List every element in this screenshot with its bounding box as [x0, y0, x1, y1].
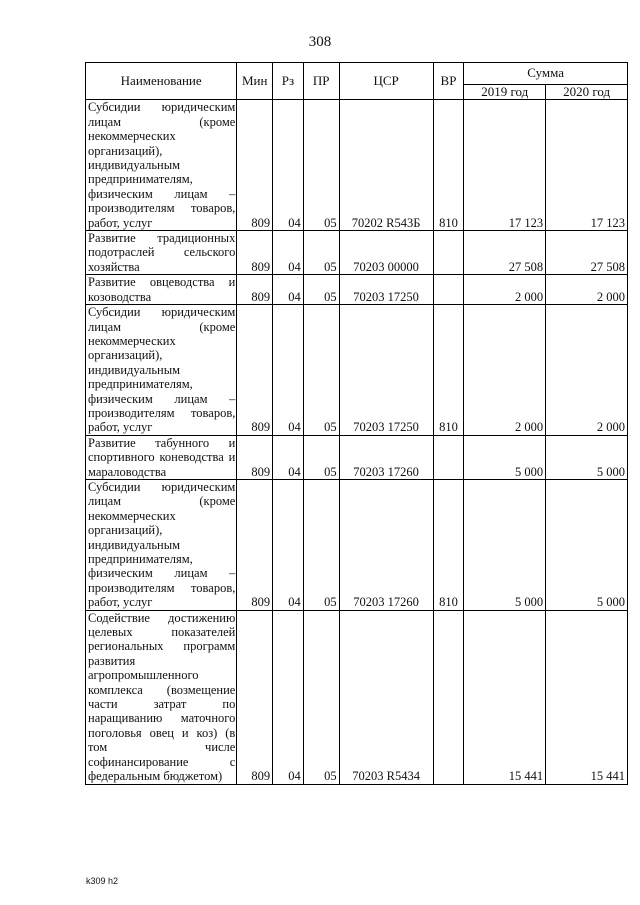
cell-pr: 05 — [303, 275, 339, 305]
table-row — [86, 231, 628, 275]
cell-rz: 04 — [273, 275, 304, 305]
cell-y2020: 15 441 — [546, 610, 628, 784]
cell-y2019: 5 000 — [464, 435, 546, 479]
cell-name: Развитие овцеводства и козоводства — [86, 275, 237, 305]
header-sum: Сумма — [464, 63, 628, 85]
budget-table — [85, 62, 628, 785]
cell-name: Содействие достижению целевых показателей региональных программ развития агропромышленного комплекса (возмещение части затрат по наращиванию маточного поголовья овец и коз) (в том числе софинансирование с федеральным бюджетом) — [86, 610, 237, 784]
cell-min: 809 — [237, 100, 273, 231]
header-pr: ПР — [303, 63, 339, 100]
cell-pr: 05 — [303, 231, 339, 275]
header-year-2020: 2020 год — [546, 85, 628, 100]
table-row — [86, 479, 628, 610]
cell-rz: 04 — [273, 610, 304, 784]
cell-min: 809 — [237, 275, 273, 305]
cell-y2020: 5 000 — [546, 435, 628, 479]
cell-vr — [433, 435, 464, 479]
cell-y2019: 17 123 — [464, 100, 546, 231]
cell-name: Субсидии юридическим лицам (кроме некоммерческих организаций), индивидуальным предпринимателям, физическим лицам – производителям товаров, работ, услуг — [86, 305, 237, 436]
cell-csr: 70203 17250 — [339, 305, 433, 436]
table-row — [86, 100, 628, 231]
cell-name: Субсидии юридическим лицам (кроме некоммерческих организаций), индивидуальным предпринимателям, физическим лицам – производителям товаров, работ, услуг — [86, 100, 237, 231]
cell-csr: 70202 R543Б — [339, 100, 433, 231]
header-rz: Рз — [273, 63, 304, 100]
table-row — [86, 275, 628, 305]
cell-y2019: 15 441 — [464, 610, 546, 784]
cell-y2020: 5 000 — [546, 479, 628, 610]
header-min: Мин — [237, 63, 273, 100]
cell-min: 809 — [237, 231, 273, 275]
cell-rz: 04 — [273, 231, 304, 275]
table-row — [86, 610, 628, 784]
cell-vr: 810 — [433, 479, 464, 610]
cell-y2020: 2 000 — [546, 305, 628, 436]
cell-pr: 05 — [303, 435, 339, 479]
cell-csr: 70203 17250 — [339, 275, 433, 305]
cell-y2020: 2 000 — [546, 275, 628, 305]
cell-name: Субсидии юридическим лицам (кроме некоммерческих организаций), индивидуальным предпринимателям, физическим лицам – производителям товаров, работ, услуг — [86, 479, 237, 610]
table-row — [86, 435, 628, 479]
cell-name: Развитие табунного и спортивного коневодства и мараловодства — [86, 435, 237, 479]
cell-pr: 05 — [303, 100, 339, 231]
cell-csr: 70203 17260 — [339, 435, 433, 479]
cell-vr — [433, 275, 464, 305]
cell-y2019: 27 508 — [464, 231, 546, 275]
cell-rz: 04 — [273, 435, 304, 479]
header-csr: ЦСР — [339, 63, 433, 100]
footer-code: k309 h2 — [86, 876, 119, 886]
cell-name: Развитие традиционных подотраслей сельского хозяйства — [86, 231, 237, 275]
cell-csr: 70203 17260 — [339, 479, 433, 610]
page-number: 308 — [308, 34, 332, 50]
cell-y2019: 2 000 — [464, 275, 546, 305]
header-year-2019: 2019 год — [464, 85, 546, 100]
cell-y2019: 5 000 — [464, 479, 546, 610]
cell-rz: 04 — [273, 479, 304, 610]
cell-min: 809 — [237, 305, 273, 436]
cell-min: 809 — [237, 479, 273, 610]
cell-y2020: 17 123 — [546, 100, 628, 231]
cell-pr: 05 — [303, 305, 339, 436]
header-name: Наименование — [86, 63, 237, 100]
cell-vr: 810 — [433, 100, 464, 231]
cell-csr: 70203 00000 — [339, 231, 433, 275]
cell-min: 809 — [237, 610, 273, 784]
cell-vr: 810 — [433, 305, 464, 436]
table-row — [86, 305, 628, 436]
cell-vr — [433, 231, 464, 275]
cell-pr: 05 — [303, 610, 339, 784]
cell-y2020: 27 508 — [546, 231, 628, 275]
cell-csr: 70203 R5434 — [339, 610, 433, 784]
header-vr: ВР — [433, 63, 464, 100]
cell-min: 809 — [237, 435, 273, 479]
cell-y2019: 2 000 — [464, 305, 546, 436]
cell-rz: 04 — [273, 305, 304, 436]
cell-vr — [433, 610, 464, 784]
cell-pr: 05 — [303, 479, 339, 610]
cell-rz: 04 — [273, 100, 304, 231]
